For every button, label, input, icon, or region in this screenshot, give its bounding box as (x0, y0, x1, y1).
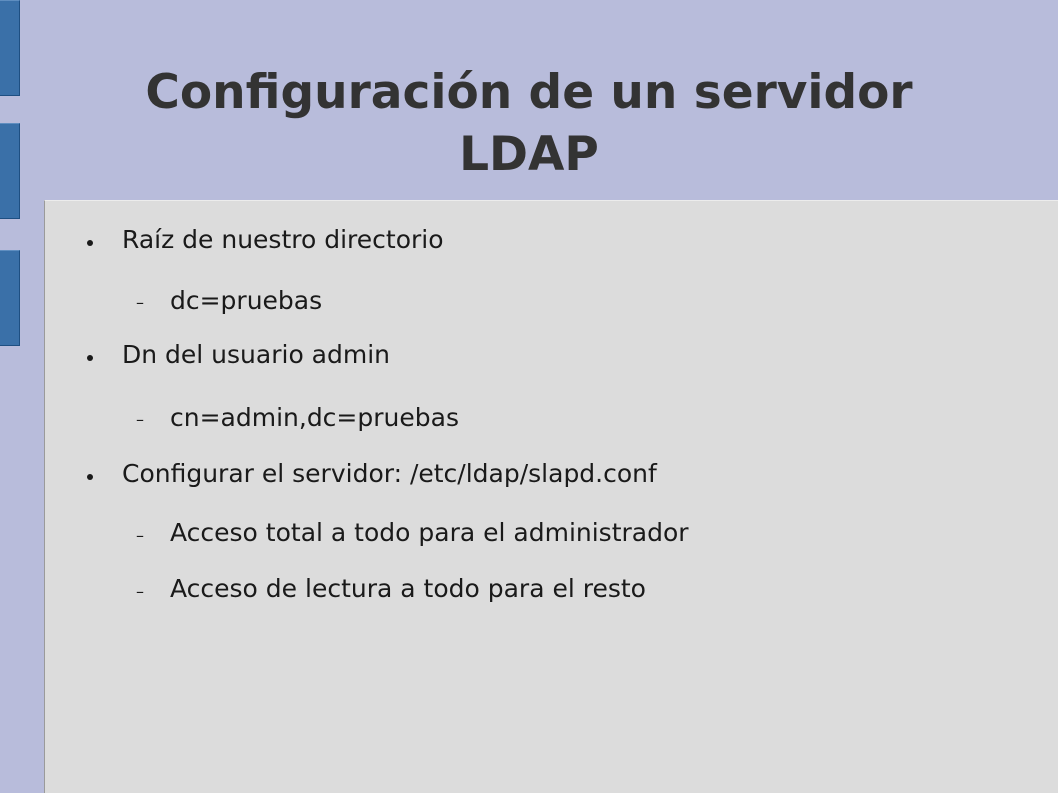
side-decoration-bar (0, 250, 20, 346)
slide-title-line-2: LDAP (459, 127, 599, 182)
sub-bullet-item: dc=pruebas (170, 286, 323, 315)
bullet-dot-icon (87, 240, 93, 246)
sub-bullet-item: Acceso total a todo para el administrador (170, 518, 689, 547)
dash-bullet-icon: – (136, 526, 144, 545)
bullet-item: Dn del usuario admin (122, 340, 391, 369)
bullet-item: Raíz de nuestro directorio (122, 225, 444, 254)
bullet-dot-icon (87, 474, 93, 480)
slide-title-line-1: Configuración de un servidor (145, 65, 913, 120)
sub-bullet-item: cn=admin,dc=pruebas (170, 403, 459, 432)
slide-title (0, 62, 1058, 186)
bullet-item: Configurar el servidor: /etc/ldap/slapd.conf (122, 459, 657, 488)
sub-bullet-item: Acceso de lectura a todo para el resto (170, 574, 646, 603)
dash-bullet-icon: – (136, 293, 144, 312)
bullet-dot-icon (87, 355, 93, 361)
dash-bullet-icon: – (136, 410, 144, 429)
dash-bullet-icon: – (136, 582, 144, 601)
